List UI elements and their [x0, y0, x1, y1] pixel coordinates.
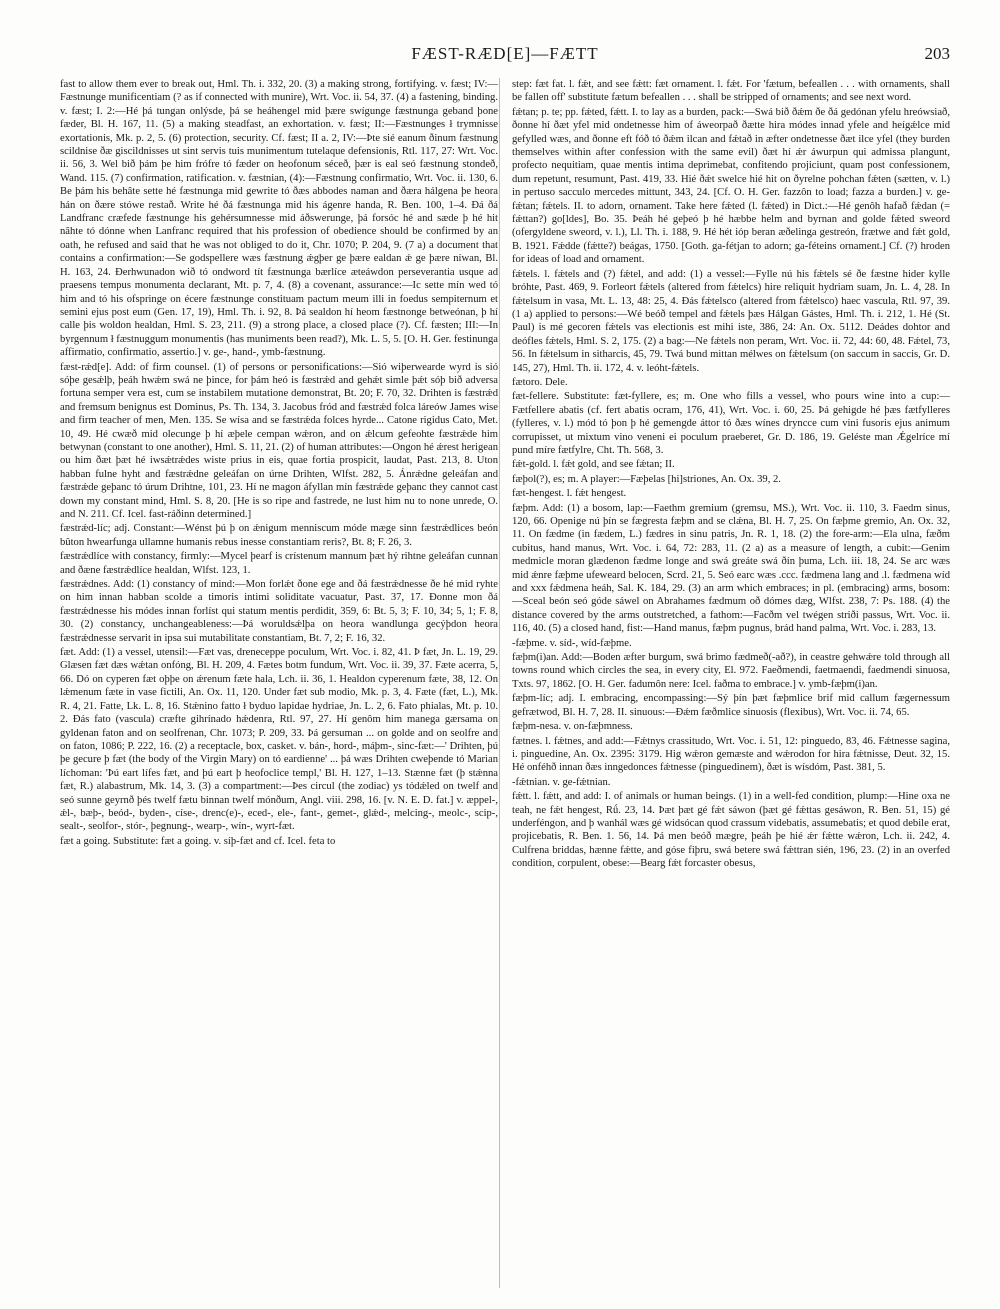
- dictionary-entry: fæþm(i)an. Add:—Boden æfter burgum, swá brimo fædmeð(-að?), in ceastre gehwǽre told through all towns round which circles the sea, in every city, El. 972. Faeðmendi, faetmaendi, faedmendi sinuosa, Txts. 97, 1862. [O. H. Ger. fadumôn nere: Icel. faðma to embrace.] v. ymb-fæþm(i)an.: [512, 652, 950, 690]
- dictionary-entry: -fæþme. v. síd-, wíd-fæþme.: [512, 637, 632, 649]
- dictionary-entry: fæt-hengest. l. fǽt hengest.: [512, 488, 627, 500]
- dictionary-entry: fǽt-gold. l. fǽt gold, and see fǽtan; II.: [512, 459, 675, 471]
- dictionary-entry: fæþol(?), es; m. A player:—Fæþelas [hi]striones, An. Ox. 39, 2.: [512, 473, 781, 485]
- dictionary-entry: fæt-fellere. Substitute: fæt-fyllere, es; m. One who fills a vessel, who pours wine into a cup:—Fætfellere abatis (cf. fert abatis ocram, 176, 41), Wrt. Voc. i. 60, 25. Þá gehigde hé þæs fætfylleres (fylleres, v. l.) mód tó þon þ hé gemengde áttor tó ðæs wínes dryncce cum vini fusoris ejus animum corrupisset, ut mixtum vino veneni ei poculum praeberet, Gr. D. 186, 19. Geléste man Ǽgelríce mí pund míre fætfylre, Cht. Th. 568, 3.: [512, 391, 950, 456]
- right-column: [512, 78, 950, 1298]
- page-header: [60, 44, 950, 74]
- dictionary-entry: fǽtan; p. te; pp. fǽted, fǽtt. I. to lay as a burden, pack:—Swá bið ðǽm ðe ðá gedónan yfelu hreówsiað, ðonne hí ðæt yfel mid ondetnesse him of áweorpað ðætte hira módes innad yfele and heígǽlce mid gefylled wæs, and ðonne eft fóð tó ðǽm ilcan and fǽtað in æfter ondetnesse ðæt ilce yfel (they burden themselves within after confession with the same evil) ðæt hí ǽr áwurpun qui admissa plangunt, profecto nequitiam, quae mentis intima deprimebat, confitendo projiciunt, quam post confessionem, dum repetunt, resumunt, Past. 419, 33. Hié ðǽt swelce hié hit on ðyrelne pohchan fǽten (sætten, v. l.) in pertuso sacculo mercedes mittunt, 343, 24. [Cf. O. H. Ger. fazzôn to load; fazza a burden.] v. ge-fǽtan; fǽtels. II. to adorn, ornament. Take here fǽted (l. fǽted) in Dict.:—Hé genôh hafað fǽdan (= fǽttan?) go[ldes], Bo. 35. Þeáh hé geþeó þ hé hæbbe helm and byrnan and golde fǽted sweord (ofergyldene sweord, v. l.), Ll. Th. i. 188, 9. Hé hét ióp beran æðelinga gestreón, frætwe and fǽt gold, B. 1921. Fǽdde (fǽtte?) beágas, 1750. [Goth. ga-fétjan to adorn; ga-féteins ornament.] Cf. (?) hroden for ideas of load and ornament.: [512, 106, 950, 266]
- dictionary-entry: fǽtt. l. fǽtt, and add: I. of animals or human beings. (1) in a well-fed condition, plump:—Hine oxa ne teah, ne fǽt hengest, Rǘ. 23, 14. Þæt þæt gé fǽt sáwon (þæt gé fǽttas gesáwon, R. Ben. 51, 15) gé underféngon, and þ wanhál wæs gé widsócan quod crassum videbatis, assumebatis; et quod debile erat, projicebatis, R. Ben. 1. 56, 14. Þá men beóð mægre, þeáh þe hié ǽr fǽtte wǽron, Lch. ii. 242, 4. Culfrena briddas, hænne fǽtte, and góse fiþru, swá betere swá fǽttran sién, 196, 23. (2) in an overfed condition, corpulent, obese:—Bearg fǽt forcaster obesus,: [512, 791, 950, 870]
- dictionary-entry: fæþm. Add: (1) a bosom, lap:—Faethm gremium (gremsu, MS.), Wrt. Voc. ii. 110, 3. Faedm sinus, 120, 66. Openige nú þín se fægresta fæþm and se clǽna, Bl. H. 7, 25. On fæþme gremio, An. Ox. 32, 11. On fædme (in fædem, L.) fædres in sinu patris, Jn. R. 1, 18. (2) the fore-arm:—Ela ulna, fæðm cubitus, hand manus, Wrt. Voc. i. 64, 72: 283, 11. (2 a) as a measure of length, a cubit:—Genim medmicle moran glædenon fædme longe and swá greáte swá ðín þuma, Lch. iii. 18, 24. Se arc wæs mid ǽnre fæþme ufeweard belocen, Scrd. 21, 5. Seó earc wæs .ccc. fædmena lang and .l. fædmena wíd and xxx fǽdmena heáh, Sal. K. 184, 29. (3) an arm which embraces; in pl. (embracing) arms, bosom:—Sceal beón seó góde sáwel on Abrahames fædmum oð dómes dæg, Wlfst. 238, 7: Ps. 188. (4) the distance covered by the arms outstretched, a fathom:—Facðm vel twégen striði passus, Wrt. Voc. ii. 116, 40. (5) a closed hand, fist:—Hand manus, fæþm pugnus, brád hand palma, Wrt. Voc. i. 283, 13.: [512, 502, 950, 635]
- dictionary-entry: fǽtels. l. fǽtels and (?) fǽtel, and add: (1) a vessel:—Fylle nú his fǽtels sé ðe fæstne hider kylle bróhte, Past. 469, 9. Forleort fǽtels (altered from fǽtelcs) hire reliquit hydriam suam, Jn. L. 4, 28. In fǽtelsum in vasa, Mt. L. 13, 48: 25, 4. Ðás fǽtelsco (altered from fǽtelsco) haec vascula, Rtl. 97, 39. (1 a) applied to persons:—Wé beóð tempel and fǽtels þæs Hálgan Gástes, Hml. Th. i. 212, 1. Hé (St. Paul) is mé gecoren fǽtels vas electionis est mihi iste, 386, 24: An. Ox. 5112. Deádes dohtor and deófles fǽtels, Hml. S. 2, 175. (2) a bag:—Ne fǽtels non peram, Wrt. Voc. ii. 72, 44: 60, 48. Fǽtel, 73, 56. In fǽtelsum in sitharcis, 45, 79. Twá bund mittan mélwes on fǽtelsum (on saccum in saccis, Gr. D. 145, 27), Hml. Th. ii. 172, 4. v. leóht-fǽtels.: [512, 268, 950, 374]
- running-title: FÆST-RÆD[E]—FÆTT: [411, 44, 599, 63]
- dictionary-entry: fætnes. l. fǽtnes, and add:—Fǽtnys crassitudo, Wrt. Voc. i. 51, 12: pinguedo, 83, 46. Fǽtnesse sagina, i. pinguedine, An. Ox. 2395: 3179. Hig wǽron gemæste and wǽrodon for hira fǽtnisse, Deut. 32, 15. Hé onféhð innan ðæs inngedonces fǽtnesse (pinguedinem), ðæt is wísdóm, Past. 381, 5.: [512, 735, 950, 774]
- dictionary-entry: fæstrǽdlíce with constancy, firmly:—Mycel þearf is crístenum mannum þæt hý rihtne geleáfan cunnan and ðæne fæstrǽdlíce healdan, Wlfst. 123, 1.: [60, 551, 498, 576]
- dictionary-entry: fæstrǽdnes. Add: (1) constancy of mind:—Mon forlǽt ðone ege and ðá fæstrǽdnesse ðe hé mid ryhte on him innan habban scolde a timoris intimi soliditate vacuatur, Past. 37, 17. Ðonne mon ðá fæstrǽdnesse his módes innan forlíst qui statum mentis perdidit, 359, 6: Bt. 5, 3; F. 10, 34; 5, 1; F. 8, 30. (2) constancy, unchangeableness:—Þá woruldsǽlþa on heora wandlunga gecýþdon heora fæstrǽdnesse servarit in ipsa sui mutabilitate constantiam, Bt. 7, 2; F. 16, 32.: [60, 579, 498, 644]
- dictionary-entry: fæst-rǽd[e]. Add: of firm counsel. (1) of persons or personifications:—Sió wiþerwearde wyrd is sió sóþe gesǽlþ, þeáh hwǽm swá ne þince, for þám heó is fæstrǽd and gehǽt simle þǽt sóþ bið adversa fortuna semper vera est, cum se instabilem mutatione demonstrat, Bt. 20; F. 70, 32. Drihten is fæstrǽd and fremsum benignus est Dominus, Ps. Th. 134, 3. Jacobus fród and fæstrǽd folca láreów James wise and firm teacher of men, Men. 135. Se wísa and se fæstrǽda folces hyrde... Catone rigidus Cato, Met. 10, 49. Hé cwæð mid olecunge þ hí æþele cempan wǽron, and on ǽlcum gefeohte fæstrǽde him betwynan (constant to one another), Hml. S. 11, 21. (2) of human attributes:—Ongon hé ǽrest herigean ou him ðæt þæt hé iwsǽtrǽdes wiste prius in eis, quae fortia prospicit, laudat, Past. 213, 8. Uton habban fulne hyht and fæstrǽdne geleáfan on úrne Drihten, Wlfst. 282, 5. Ánrǽdne geleáfan and fæstrǽde geþanc tó úrum Drihtne, 101, 23. Hí ne magon áfyllan mín fæstrǽde geþanc they cannot cast down my constant mind, Hml. S. 8, 20. [He is so ripe and fastrede, ne lust him nu to none unrede, O. and N. 211. Cf. Icel. fast-ráðinn determined.]: [60, 361, 498, 520]
- dictionary-entry: fæt a going. Substitute: fæt a going. v. síþ-fæt and cf. Icel. feta to: [60, 835, 336, 847]
- left-column: [60, 78, 498, 1298]
- dictionary-entry: -fǽtnian. v. ge-fǽtnian.: [512, 776, 611, 788]
- dictionary-entry: fæþm-líc; adj. I. embracing, encompassing:—Sý þín þæt fæþmlice brif mid callum fægernessum gefrætwod, Bl. H. 7, 28. II. sinuous:—Ðǽm fæðmlice sinuosis (flexibus), Wrt. Voc. ii. 74, 65.: [512, 693, 950, 718]
- dictionary-entry: step: fæt fat. l. fǽt, and see fǽtt: fæt ornament. l. fǽt. For 'fætum, befeallen . . . with ornaments, shall be fallen off' substitute fætum befeallen . . . shall be stripped of ornaments; and see next word.: [512, 79, 950, 104]
- dictionary-entry: fætoro. Dele.: [512, 376, 568, 388]
- page-number: 203: [924, 44, 950, 63]
- dictionary-entry: fast to allow them ever to break out, Hml. Th. i. 332, 20. (3) a making strong, fortifying. v. fæst; IV:—Fæstnunge munificentiam (? as if connected with munire), Wrt. Voc. ii. 54, 37. (4) a fastening, binding. v. fæst; I. 2:—Hé þá tungan onlýsde, þá se heáhengel mid þære swígunge fæstnunga geband þone fæder, Bl. H. 167, 11. (5) a making steadfast, an exhortation. v. fæst; II:—Fæstnunges ł trymnisse exortationis, Mk. p. 2, 5. (6) protection, security. Cf. fæst; II a. 2, IV:—Þte sié eanum ðinum fæstnung scildnise ðæ giscildnisses ut sint servis tuis munimentum tutelaque defensionis, Rtl. 117, 27: Wrt. Voc. ii. 56, 3. Wel bið þám þe him frófre tó fæder on heofonum séceð, þær is eal seó fæstnung stondeð, Wand. 115. (7) confirmation, ratification. v. fæstnian, (4):—Fæstnung confirmatio, Wrt. Voc. ii. 130, 6. Be þám his behâte sette hé fæstnunga mid gewrite tó ðæs abbodes naman and ðæra hálgena þe heora hán on ðære stówe restað. Write hé ðá fæstnunga mid his ágenre handa, R. Ben. 100, 1–4. Ðá ðá Landfranc cræfede fæstnunge his gehérsumnesse mid áðswerunge, þá forsóc hé and sæde þ hé hit nâhte tó dónne when Lanfranc required that his profession of obedience should be confirmed by an oath, he refused and said that he was not obliged to do it, Chr. 1070; P. 204, 9. (7 a) a document that contains a confirmation:—Se godspellere wæs fæstnung ǽgþer ge þære ealdan ǽ ge þære níwan, Bl. H. 163, 24. Ðerhwunadon wið tó ondword tít fæstnunga bærlíce æteáwdon perseverantia usque ad praesens tempus monumenta declarant, Mt. p. 7, 4. (8) a covenant, assurance:—Ic sette mín wed tó him and tó his ofspringe on écere fæstnunge constituam pactum meum illi in foedus sempiternum et semini ejus post eum (Gen. 17, 19), Hml. Th. i. 92, 8. Þá sealdon hí heom fæstnonge betweónan, þ hí calle þis woldon healdan, Hml. S. 23, 211. (9) a strong place, a closed place (?). Cf. fæsten; III:—In byrgennum ł fæstnuggum monumentis (has muniments been read?), Mk. L. 5, 5. [O. H. Ger. festinunga affirmatio, confirmatio, assertio.] v. ge-, hand-, ymb-fæstnung.: [60, 79, 498, 359]
- dictionary-entry: fæt. Add: (1) a vessel, utensil:—Fæt vas, dreneceppe poculum, Wrt. Voc. i. 82, 41. Þ fæt, Jn. L. 19, 29. Glæsen fæt dæs wǽtan onfóng, Bl. H. 209, 4. Fætes botm fundum, Wrt. Voc. ii. 39, 37. Fæte acerra, 5, 66. Dó on cyperen fæt oþþe on ǽrenum fæte hala, Lch. ii. 36, 1. Healdon cyperenum fæte, 38, 12. On lǽmenum fæte in vase fictili, An. Ox. 11, 120. Under fæt sub modio, Mk. p. 3, 4. Fæte (fæt, L.), Mk. R. 4, 21. Fatte, Lk. L. 8, 16. Stǽnino fatto ł byduo lapidae hydriae, Jn. L. 2, 6. Fato phialas, Mt. p. 10. 2. Ðás fato (vascula) cræfte gihrínado hǽdenra, Rtl. 97, 27. Hí genôm him manega gærsama on gyldenan faton and on seolfrenan, Chr. 1073; P. 209, 33. Þá gersuman ... on golde and on seolfre and on faton, 1086; P. 222, 16. (2) a receptacle, box, casket. v. bán-, hord-, máþm-, sinc-fæt:—' Drihten, þú þe gecure þ fæt (the body of the Virgin Mary) on tó eardienne' ... þá wæs Drihten cweþende tó Marian líchoman: 'Þú eart lífes fæt, and þú eart þ heofoclice templ,' Bl. H. 127, 1–13. Stænne fæt (þ stǽnna fæt, R.) alabastrum, Mk. 14, 3. (3) a compartment:—Þes circul (the zodiac) ys tódǽled on twelf and seó sunne geyrnð þés twelf fætu binnan twelf mónðum, Angl. viii. 298, 16. [v. N. E. D. fat.] v. æppel-, ǽl-, bæþ-, beód-, byden-, císe-, drenc(e)-, eced-, ele-, fant-, gemet-, glǽd-, melcing-, meolc-, scip-, sealt-, seolfor-, stór-, þegnung-, wearp-, wín-, wyrt-fæt.: [60, 647, 498, 833]
- dictionary-entry: fæstrǽd-líc; adj. Constant:—Wénst þú þ on ǽnigum menniscum móde mæge sinn fæstrǽdlices beón bûton hwearfunga ullamne humanis rebus inesse constantiam reris?, Bt. 8; F. 26, 3.: [60, 523, 498, 548]
- two-column-body: [60, 78, 950, 1298]
- dictionary-entry: fæþm-nesa. v. on-fæþmness.: [512, 721, 633, 733]
